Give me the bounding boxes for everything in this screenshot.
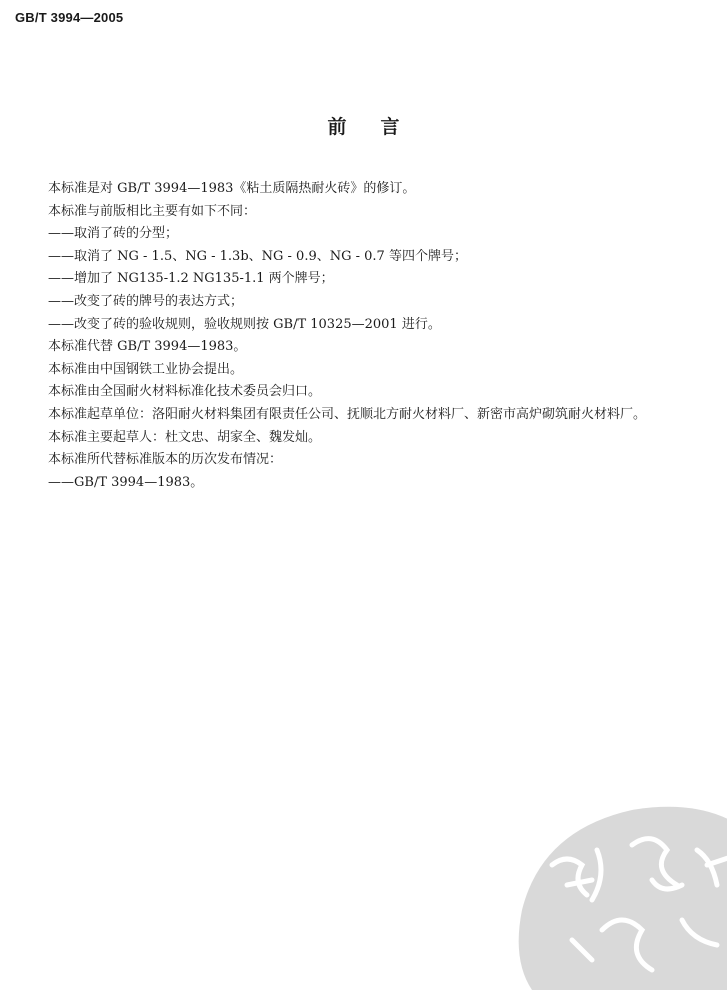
paragraph: 本标准由中国钢铁工业协会提出。 bbox=[48, 361, 244, 377]
list-item: ——增加了 NG135-1.2 NG135-1.1 两个牌号； bbox=[48, 271, 334, 287]
paragraph: 本标准主要起草人：杜文忠、胡家全、魏发灿。 bbox=[48, 429, 322, 445]
standard-code: GB/T 3994—2005 bbox=[15, 10, 124, 25]
paragraph: 本标准与前版相比主要有如下不同： bbox=[48, 203, 257, 219]
list-item: ——取消了砖的分型； bbox=[48, 226, 179, 242]
paragraph: 本标准代替 GB/T 3994—1983。 bbox=[48, 339, 247, 355]
foreword-body bbox=[18, 178, 708, 494]
list-item: ——GB/T 3994—1983。 bbox=[48, 474, 204, 490]
list-item: ——改变了砖的牌号的表达方式； bbox=[48, 293, 244, 309]
paragraph: 本标准由全国耐火材料标准化技术委员会归口。 bbox=[48, 384, 322, 400]
page-title: 前言 bbox=[327, 116, 434, 138]
list-item: ——改变了砖的验收规则，验收规则按 GB/T 10325—2001 进行。 bbox=[48, 316, 441, 332]
watermark-seal-icon bbox=[512, 790, 727, 990]
paragraph: 本标准起草单位：洛阳耐火材料集团有限责任公司、抚顺北方耐火材料厂、新密市高炉砌筑耐火材料厂。 bbox=[48, 406, 647, 422]
list-item: ——取消了 NG - 1.5、NG - 1.3b、NG - 0.9、NG - 0.7 等四个牌号； bbox=[48, 248, 467, 264]
paragraph: 本标准是对 GB/T 3994—1983《粘土质隔热耐火砖》的修订。 bbox=[48, 181, 416, 196]
paragraph: 本标准所代替标准版本的历次发布情况： bbox=[48, 452, 283, 468]
